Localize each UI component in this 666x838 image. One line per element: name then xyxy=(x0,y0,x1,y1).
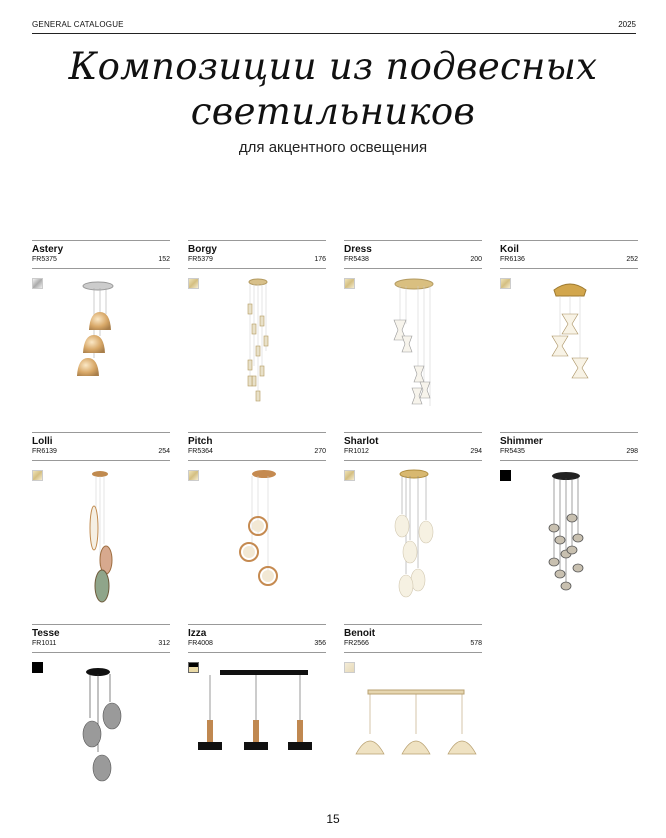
product-code: FR4008 xyxy=(188,640,213,647)
product-name: Izza xyxy=(188,628,207,639)
product-card-astery[interactable] xyxy=(32,240,170,269)
year-label: 2025 xyxy=(618,20,636,29)
product-header xyxy=(344,624,482,653)
product-page-ref: 254 xyxy=(158,448,170,455)
product-page-ref: 270 xyxy=(314,448,326,455)
product-name: Koil xyxy=(500,244,519,255)
astery-pendant-illustration xyxy=(32,276,170,426)
product-name: Benoit xyxy=(344,628,376,639)
product-page-ref: 294 xyxy=(470,448,482,455)
product-header xyxy=(500,432,638,461)
product-card-shimmer[interactable] xyxy=(500,432,638,461)
product-header xyxy=(500,240,638,269)
product-name: Lolli xyxy=(32,436,53,447)
product-code: FR5375 xyxy=(32,256,57,263)
page-number: 15 xyxy=(326,812,340,826)
product-name: Dress xyxy=(344,244,372,255)
product-name: Shimmer xyxy=(500,436,543,447)
product-code: FR5364 xyxy=(188,448,213,455)
product-header xyxy=(32,624,170,653)
catalogue-label: GENERAL CATALOGUE xyxy=(32,20,124,29)
koil-pendant-illustration xyxy=(500,276,638,426)
product-header xyxy=(188,432,326,461)
benoit-pendant-illustration xyxy=(344,660,482,810)
product-name: Borgy xyxy=(188,244,217,255)
product-card-pitch[interactable] xyxy=(188,432,326,461)
product-page-ref: 176 xyxy=(314,256,326,263)
product-header xyxy=(32,240,170,269)
product-page-ref: 356 xyxy=(314,640,326,647)
product-code: FR6136 xyxy=(500,256,525,263)
product-header xyxy=(344,432,482,461)
title-line-2: светильников xyxy=(190,90,476,133)
product-header xyxy=(188,240,326,269)
shimmer-pendant-illustration xyxy=(500,468,638,618)
product-header xyxy=(344,240,482,269)
product-code: FR5438 xyxy=(344,256,369,263)
product-card-sharlot[interactable] xyxy=(344,432,482,461)
tesse-pendant-illustration xyxy=(32,660,170,810)
product-code: FR6139 xyxy=(32,448,57,455)
product-code: FR1012 xyxy=(344,448,369,455)
product-page-ref: 578 xyxy=(470,640,482,647)
product-card-izza[interactable] xyxy=(188,624,326,653)
product-name: Pitch xyxy=(188,436,213,447)
page-subtitle: для акцентного освещения xyxy=(238,139,428,156)
product-name: Tesse xyxy=(32,628,60,639)
product-card-dress[interactable] xyxy=(344,240,482,269)
product-name: Sharlot xyxy=(344,436,379,447)
lolli-pendant-illustration xyxy=(32,468,170,618)
product-name: Astery xyxy=(32,244,64,255)
product-card-benoit[interactable] xyxy=(344,624,482,653)
pitch-pendant-illustration xyxy=(188,468,326,618)
product-page-ref: 252 xyxy=(626,256,638,263)
product-page-ref: 298 xyxy=(626,448,638,455)
product-header xyxy=(188,624,326,653)
product-card-lolli[interactable] xyxy=(32,432,170,461)
product-card-koil[interactable] xyxy=(500,240,638,269)
page-title xyxy=(0,44,666,134)
title-line-1: Композиции из подвесных xyxy=(68,45,598,88)
product-page-ref: 200 xyxy=(470,256,482,263)
sharlot-pendant-illustration xyxy=(344,468,482,618)
izza-pendant-illustration xyxy=(188,660,326,810)
product-header xyxy=(32,432,170,461)
dress-pendant-illustration xyxy=(344,276,482,426)
product-code: FR1011 xyxy=(32,640,57,647)
product-page-ref: 312 xyxy=(158,640,170,647)
product-code: FR2566 xyxy=(344,640,369,647)
product-code: FR5435 xyxy=(500,448,525,455)
borgy-pendant-illustration xyxy=(188,276,326,426)
product-page-ref: 152 xyxy=(158,256,170,263)
product-card-tesse[interactable] xyxy=(32,624,170,653)
product-code: FR5379 xyxy=(188,256,213,263)
product-card-borgy[interactable] xyxy=(188,240,326,269)
top-bar xyxy=(32,20,636,34)
